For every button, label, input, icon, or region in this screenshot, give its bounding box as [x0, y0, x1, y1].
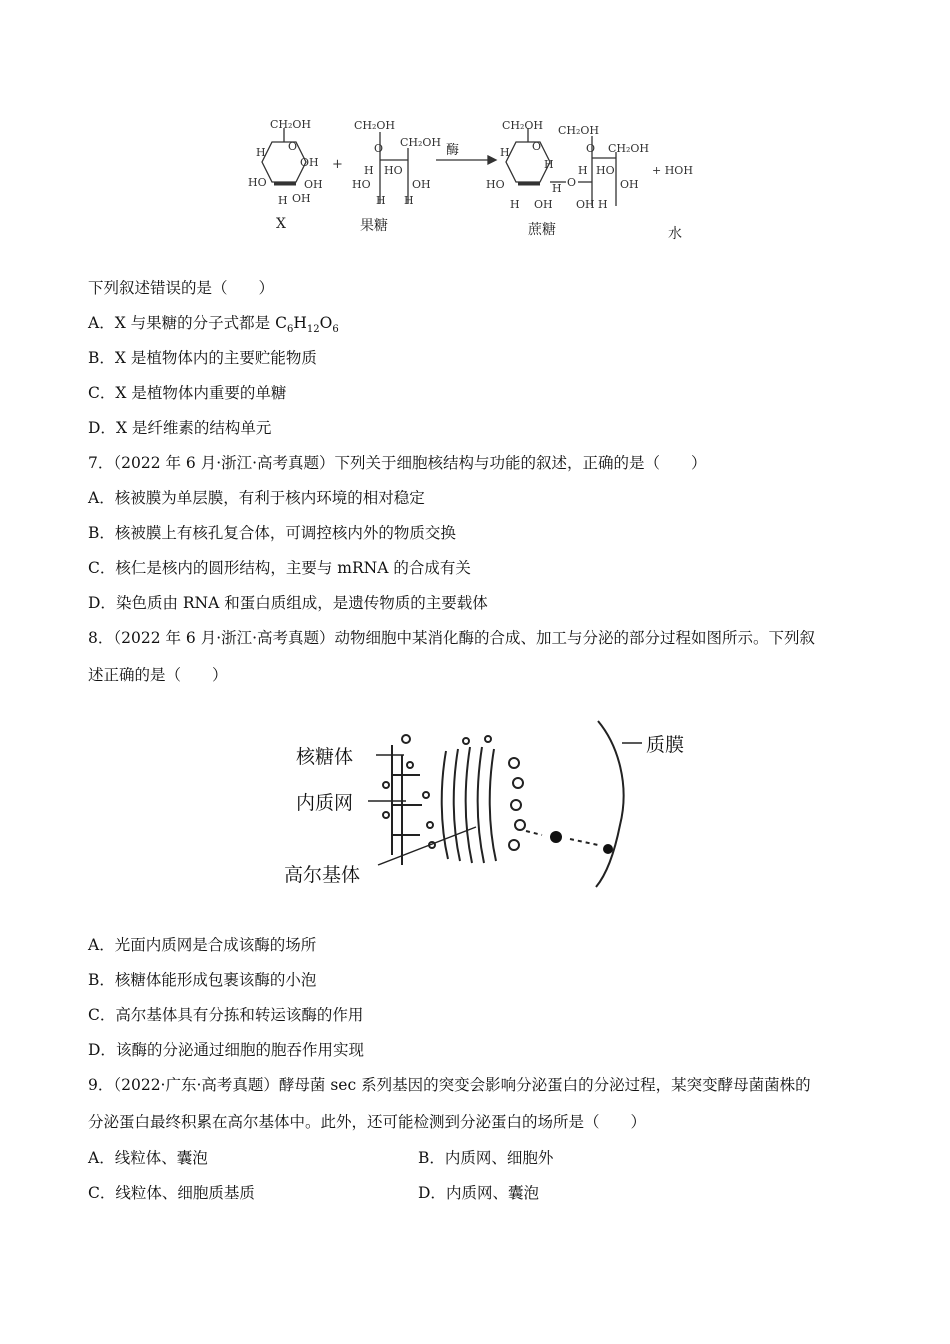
- q6-option-b[interactable]: [88, 348, 317, 368]
- er-label: 内质网: [296, 792, 354, 814]
- suc-o-bridge: O: [567, 176, 577, 189]
- x-h1: H: [256, 146, 266, 159]
- cell-diagram: [280, 715, 700, 890]
- q7-stem: 7．（2022 年 6 月·浙江·高考真题）下列关于细胞核结构与功能的叙述，正确的是（ ）: [88, 454, 707, 472]
- suc-h1: H: [500, 146, 510, 159]
- option-letter: D．: [88, 1041, 116, 1059]
- fru-h2: H: [376, 194, 386, 207]
- option-text: 核被膜上有核孔复合体，可调控核内外的物质交换: [114, 524, 456, 542]
- option-text: 高尔基体具有分拣和转运该酶的作用: [115, 1006, 364, 1024]
- q8-option-a[interactable]: [88, 935, 316, 955]
- option-letter: C．: [88, 559, 116, 577]
- suc-oh3: OH: [576, 198, 595, 211]
- subscript: 6: [286, 324, 294, 336]
- q9-option-a[interactable]: [88, 1148, 208, 1168]
- option-text: 线粒体、细胞质基质: [115, 1184, 255, 1202]
- x-ch2oh: CH₂OH: [270, 118, 312, 131]
- q6-option-a[interactable]: [88, 313, 339, 340]
- x-oh3: OH: [292, 192, 311, 205]
- suc-ch2oh2: CH₂OH: [558, 124, 600, 137]
- x-h2: H: [278, 194, 288, 207]
- option-text: X 与果糖的分子式都是 C: [114, 314, 287, 332]
- option-text: 染色质由 RNA 和蛋白质组成，是遗传物质的主要载体: [115, 594, 488, 612]
- suc-h2: H: [544, 158, 554, 171]
- sucrose-reaction-figure: [240, 112, 710, 247]
- ribosome-dot: [402, 735, 410, 743]
- membrane-label: 质膜: [646, 734, 685, 756]
- fru-ho1: HO: [384, 164, 403, 177]
- reaction-diagram: [240, 112, 710, 247]
- q9-option-b[interactable]: [418, 1148, 553, 1168]
- option-letter: C．: [88, 1184, 116, 1202]
- plus-sign: +: [332, 157, 343, 172]
- fru-h1: H: [364, 164, 374, 177]
- formula-o: O: [319, 314, 333, 332]
- q6-stem: 下列叙述错误的是（ ）: [88, 279, 275, 297]
- x-ring-o: O: [288, 140, 298, 153]
- q7-option-d[interactable]: [88, 593, 488, 613]
- q8-stem-line1: 8．（2022 年 6 月·浙江·高考真题）动物细胞中某消化酶的合成、加工与分泌的部分过程如图所示。下列叙: [88, 629, 816, 647]
- q7-option-b[interactable]: [88, 523, 456, 543]
- option-text: 该酶的分泌通过细胞的胞吞作用实现: [115, 1041, 364, 1059]
- suc-ho2: HO: [596, 164, 615, 177]
- suc-ch2oh3: CH₂OH: [608, 142, 650, 155]
- option-text: X 是纤维素的结构单元: [115, 419, 272, 437]
- suc-ch2oh1: CH₂OH: [502, 119, 544, 132]
- q6-option-c[interactable]: [88, 383, 286, 403]
- suc-h5: H: [578, 164, 588, 177]
- option-letter: D．: [88, 594, 116, 612]
- x-ho: HO: [248, 176, 267, 189]
- q8-option-c[interactable]: [88, 1005, 363, 1025]
- option-letter: A．: [88, 489, 115, 507]
- x-oh1: OH: [300, 156, 319, 169]
- q7-option-a[interactable]: [88, 488, 425, 508]
- suc-h4: H: [510, 198, 520, 211]
- q7-option-c[interactable]: [88, 558, 471, 578]
- option-letter: B．: [418, 1149, 445, 1167]
- fru-h3: H: [404, 194, 414, 207]
- q9-option-d[interactable]: [418, 1183, 539, 1203]
- enzyme-label: 酶: [446, 143, 460, 158]
- option-letter: C．: [88, 1006, 116, 1024]
- option-text: 核糖体能形成包裹该酶的小泡: [114, 971, 317, 989]
- suc-o2: O: [586, 142, 596, 155]
- option-text: 核被膜为单层膜，有利于核内环境的相对稳定: [114, 489, 425, 507]
- option-letter: A．: [88, 1149, 115, 1167]
- suc-ho: HO: [486, 178, 505, 191]
- option-letter: A．: [88, 314, 115, 332]
- x-oh2: OH: [304, 178, 323, 191]
- q6-option-d[interactable]: [88, 418, 271, 438]
- fru-o: O: [374, 142, 384, 155]
- subscript: 6: [332, 324, 339, 336]
- q9-option-c[interactable]: [88, 1183, 255, 1203]
- q9-stem-line1: 9．（2022·广东·高考真题）酵母菌 sec 系列基因的突变会影响分泌蛋白的分泌过程，某突变酵母菌菌株的: [88, 1076, 811, 1094]
- option-letter: A．: [88, 936, 115, 954]
- fru-ch2oh1: CH₂OH: [354, 119, 396, 132]
- q8-option-b[interactable]: [88, 970, 316, 990]
- ribosome-label: 核糖体: [296, 746, 354, 768]
- suc-h3: H: [552, 182, 562, 195]
- fructose-label: 果糖: [360, 218, 388, 234]
- sucrose-label: 蔗糖: [528, 222, 556, 238]
- option-letter: B．: [88, 971, 115, 989]
- option-text: 内质网、细胞外: [444, 1149, 554, 1167]
- subscript: 12: [306, 324, 320, 336]
- q8-option-d[interactable]: [88, 1040, 364, 1060]
- water-label: 水: [668, 226, 682, 242]
- suc-oh2: OH: [620, 178, 639, 191]
- golgi-label: 高尔基体: [284, 864, 361, 886]
- secretion-figure: [280, 715, 700, 890]
- option-letter: D．: [418, 1184, 446, 1202]
- option-text: 线粒体、囊泡: [114, 1149, 208, 1167]
- option-text: 光面内质网是合成该酶的场所: [114, 936, 317, 954]
- option-text: 核仁是核内的圆形结构，主要与 mRNA 的合成有关: [115, 559, 471, 577]
- suc-oh: OH: [534, 198, 553, 211]
- option-letter: D．: [88, 419, 116, 437]
- golgi-cisterna: [442, 751, 448, 859]
- q9-stem-line2: 分泌蛋白最终积累在高尔基体中。此外，还可能检测到分泌蛋白的场所是（ ）: [88, 1113, 647, 1131]
- suc-h6: H: [598, 198, 608, 211]
- suc-o1: O: [532, 140, 542, 153]
- option-letter: B．: [88, 524, 115, 542]
- option-letter: B．: [88, 349, 115, 367]
- exocytosis-vesicle: [603, 844, 613, 854]
- hoh-label: + HOH: [652, 164, 693, 177]
- fru-ho2: HO: [352, 178, 371, 191]
- plasma-membrane: [596, 721, 624, 887]
- secretory-vesicle: [550, 831, 562, 843]
- option-text: 内质网、囊泡: [445, 1184, 539, 1202]
- option-text: X 是植物体内重要的单糖: [115, 384, 287, 402]
- fru-oh: OH: [412, 178, 431, 191]
- option-letter: C．: [88, 384, 116, 402]
- formula-h: H: [293, 314, 307, 332]
- option-text: X 是植物体内的主要贮能物质: [114, 349, 317, 367]
- q8-stem-line2: 述正确的是（ ）: [88, 666, 228, 684]
- x-label: X: [276, 216, 286, 232]
- fru-ch2oh2: CH₂OH: [400, 136, 442, 149]
